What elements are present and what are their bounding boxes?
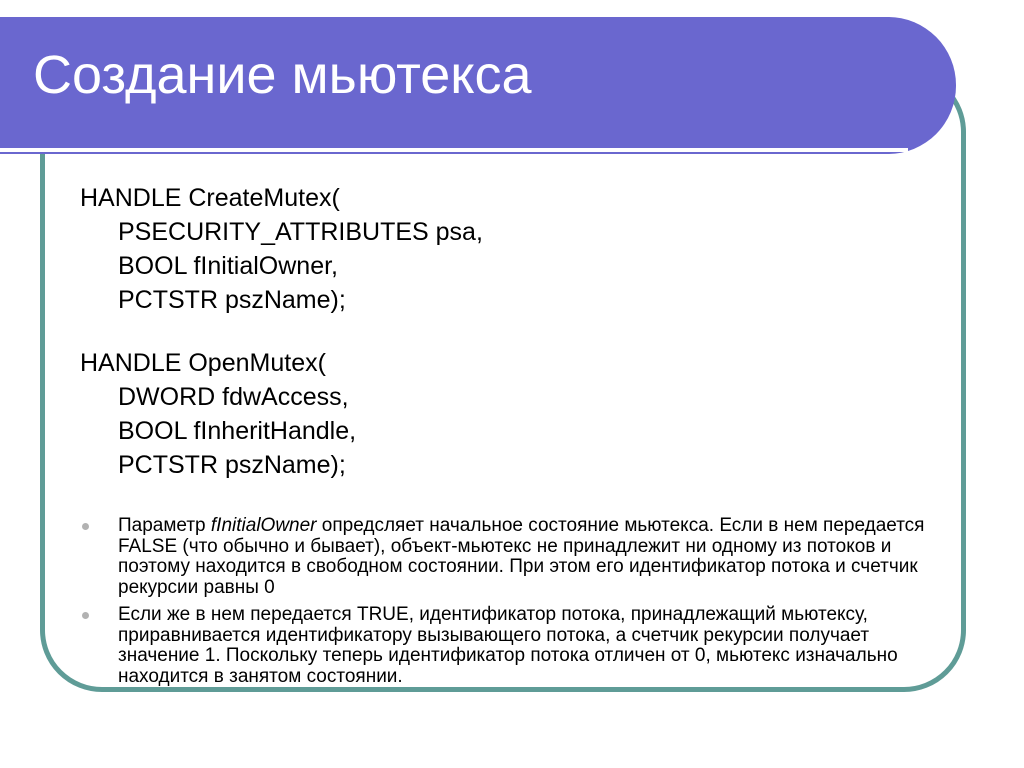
- create-mutex-param: PCTSTR pszName);: [118, 286, 346, 314]
- create-mutex-param: PSECURITY_ATTRIBUTES psa,: [118, 218, 483, 246]
- bullet-prefix: Параметр: [118, 515, 211, 536]
- create-mutex-head: HANDLE CreateMutex(: [80, 184, 340, 212]
- open-mutex-param: BOOL fInheritHandle,: [118, 417, 357, 445]
- open-mutex-param: PCTSTR pszName);: [118, 451, 346, 479]
- bullet-item: [80, 516, 936, 598]
- create-mutex-signature: [80, 181, 483, 317]
- title-underline: [0, 148, 908, 152]
- bullet-item: [80, 605, 936, 687]
- bullet-dot-icon: [82, 612, 89, 619]
- open-mutex-signature: [80, 346, 356, 482]
- create-mutex-param: BOOL fInitialOwner,: [118, 252, 338, 280]
- bullet-list: [80, 516, 936, 694]
- slide-title: Создание мьютекса: [33, 45, 532, 105]
- bullet-text: опредсляет начальное состояние мьютекса. Если в нем передается FALSE (что обычно и бывает), объект-мьютекс не принадлежит ни одному из потоков и поэтому находится в свободном состоянии. При этом его идентификатор потока и счетчик рекурсии равны 0: [118, 515, 925, 598]
- open-mutex-param: DWORD fdwAccess,: [118, 383, 349, 411]
- bullet-text: Если же в нем передается TRUE, идентификатор потока, принадлежащий мьютексу, приравнивается идентификатору вызывающего потока, а счетчик рекурсии получает значение 1. Поскольку теперь идентификатор потока отличен от 0, мьютекс изначально находится в занятом состоянии.: [118, 604, 898, 687]
- bullet-dot-icon: [82, 523, 89, 530]
- bullet-emphasis: fInitialOwner: [210, 515, 317, 536]
- open-mutex-head: HANDLE OpenMutex(: [80, 349, 326, 377]
